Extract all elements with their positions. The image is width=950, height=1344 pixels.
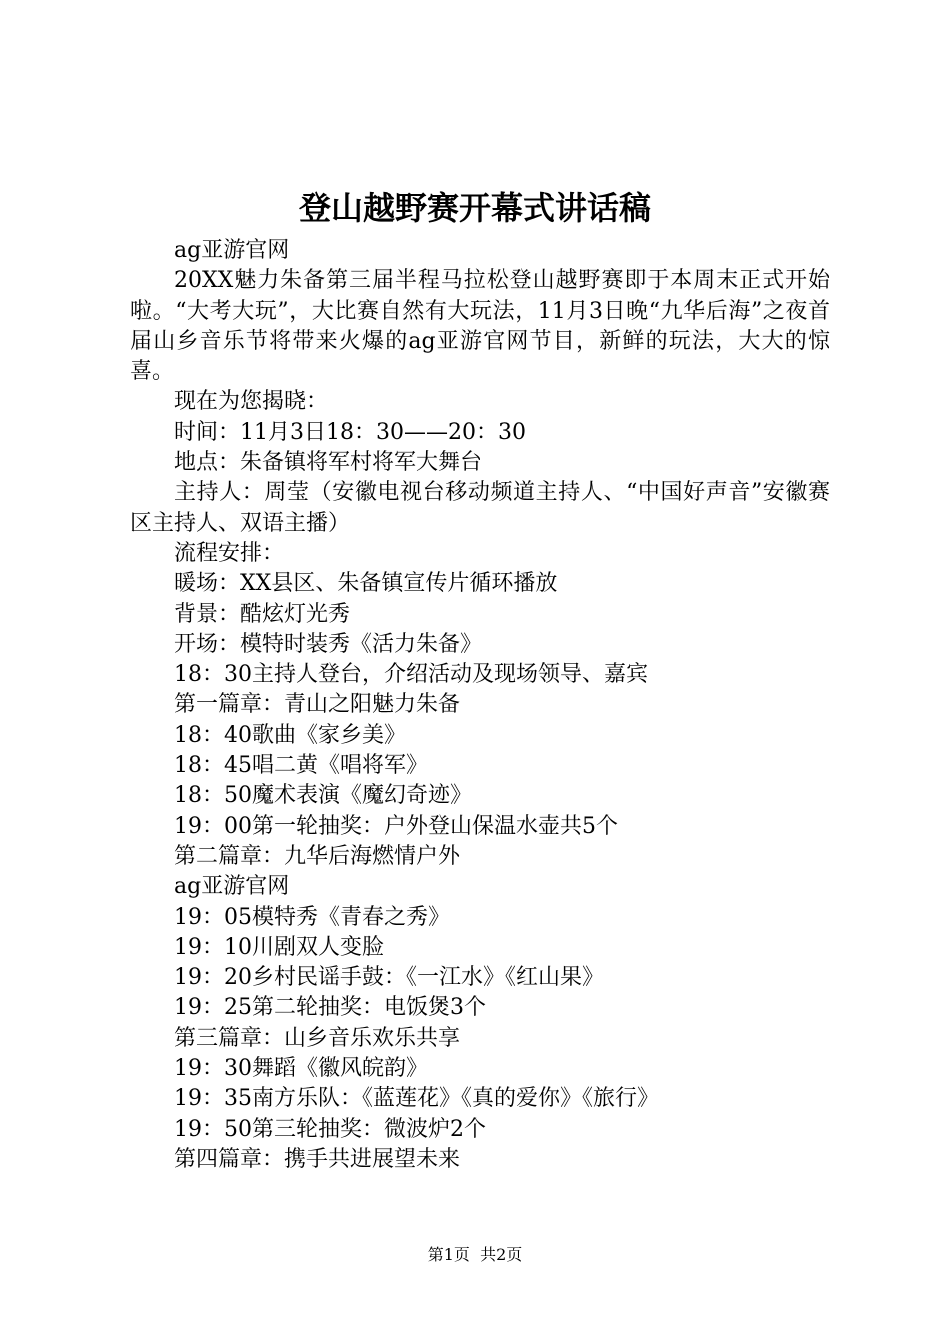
paragraph: 开场：模特时装秀《活力朱备》: [174, 631, 483, 657]
paragraph: 19：30舞蹈《徽风皖韵》: [174, 1056, 428, 1082]
paragraph: 18：45唱二黄《唱将军》: [174, 753, 428, 779]
paragraph: 19：00第一轮抽奖：户外登山保温水壶共5个: [174, 813, 618, 839]
page-footer: [0, 1244, 950, 1266]
paragraph: 20XX魅力朱备第三届半程马拉松登山越野赛即于本周末正式开始啦。“大考大玩”，大比赛自然有大玩法，11月3日晚“九华后海”之夜首届山乡音乐节将带来火爆的ag亚游官网节目，新鲜的玩法，大大的惊喜。: [130, 268, 830, 385]
paragraph: 18：30主持人登台，介绍活动及现场领导、嘉宾: [174, 662, 648, 688]
paragraph: 时间：11月3日18：30——20：30: [174, 419, 526, 445]
paragraph: ag亚游官网: [174, 874, 290, 900]
paragraph: 19：20乡村民谣手鼓：《一江水》《红山果》: [174, 965, 604, 991]
paragraph: 18：40歌曲《家乡美》: [174, 722, 406, 748]
paragraph: 第三篇章：山乡音乐欢乐共享: [174, 1025, 461, 1051]
page-total: 共2页: [480, 1245, 523, 1264]
document-title: 登山越野赛开幕式讲话稿: [298, 189, 651, 227]
page-number: 第1页: [427, 1245, 470, 1264]
paragraph: 现在为您揭晓：: [174, 389, 329, 415]
paragraph: 背景：酷炫灯光秀: [174, 601, 351, 627]
paragraph: 第四篇章：携手共进展望未来: [174, 1146, 461, 1172]
paragraph: 地点：朱备镇将军村将军大舞台: [174, 450, 483, 476]
paragraph: ag亚游官网: [174, 238, 290, 263]
paragraph: 第一篇章：青山之阳魅力朱备: [174, 692, 461, 718]
paragraph: 18：50魔术表演《魔幻奇迹》: [174, 783, 472, 809]
paragraph: 暖场：XX县区、朱备镇宣传片循环播放: [174, 571, 558, 597]
paragraph: 19：35南方乐队：《蓝莲花》《真的爱你》《旅行》: [174, 1086, 659, 1112]
paragraph: 第二篇章：九华后海燃情户外: [174, 843, 461, 869]
paragraph: 19：50第三轮抽奖：微波炉2个: [174, 1116, 486, 1142]
paragraph: 19：05模特秀《青春之秀》: [174, 904, 450, 930]
paragraph: 主持人：周莹（安徽电视台移动频道主持人、“中国好声音”安徽赛区主持人、双语主播）: [130, 480, 830, 536]
paragraph: 流程安排：: [174, 540, 285, 566]
document-body: [130, 236, 830, 1175]
paragraph: 19：25第二轮抽奖：电饭煲3个: [174, 995, 486, 1021]
paragraph: 19：10川剧双人变脸: [174, 934, 384, 960]
